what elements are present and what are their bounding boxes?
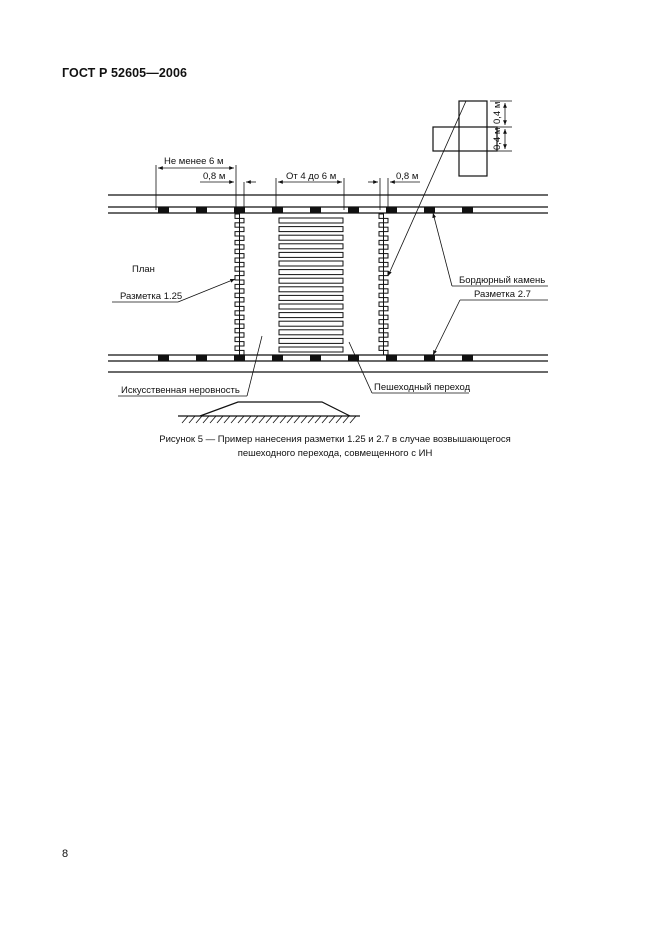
crossing-stripe <box>279 270 343 275</box>
checker-square <box>379 223 384 227</box>
checker-square <box>240 271 245 275</box>
hatch-line <box>238 416 244 423</box>
checker-square <box>235 302 240 306</box>
crossing-stripe <box>279 244 343 249</box>
checker-square <box>240 315 245 319</box>
crossing-stripe <box>279 330 343 335</box>
crossing-stripe <box>279 313 343 318</box>
checker-square <box>240 342 245 346</box>
checker-square <box>240 218 245 222</box>
checker-square <box>384 324 389 328</box>
hatch-line <box>245 416 251 423</box>
checker-square <box>240 324 245 328</box>
checker-square <box>235 232 240 236</box>
checker-square <box>384 289 389 293</box>
crossing-stripe <box>279 261 343 266</box>
curb-dash <box>234 356 245 362</box>
hatch-line <box>182 416 188 423</box>
label-width-08-left: 0,8 м <box>203 171 226 182</box>
checker-square <box>240 254 245 258</box>
hatch-line <box>294 416 300 423</box>
checker-square <box>235 337 240 341</box>
checker-square <box>240 245 245 249</box>
checker-square <box>379 249 384 253</box>
curb-dash <box>196 208 207 214</box>
checker-square <box>384 227 389 231</box>
checker-square <box>384 236 389 240</box>
checker-square <box>379 346 384 350</box>
hatch-line <box>224 416 230 423</box>
page-number: 8 <box>62 848 69 860</box>
pedestrian-crossing-stripes <box>279 218 343 352</box>
checker-square <box>235 214 240 218</box>
figure-caption <box>100 433 570 461</box>
checker-square <box>384 280 389 284</box>
curb-dash <box>272 356 283 362</box>
checker-square <box>240 236 245 240</box>
crossing-stripe <box>279 252 343 257</box>
curb-dash <box>424 208 435 214</box>
crossing-stripe <box>279 287 343 292</box>
document-header: ГОСТ Р 52605—2006 <box>62 66 188 80</box>
checker-square <box>379 302 384 306</box>
label-dim-04-top: 0,4 м <box>492 101 503 124</box>
checker-square <box>379 284 384 288</box>
caption-line-2: пешеходного перехода, совмещенного с ИН <box>237 448 433 459</box>
checker-square <box>379 328 384 332</box>
checker-square <box>235 258 240 262</box>
hatch-line <box>273 416 279 423</box>
ground-hatching <box>182 416 356 423</box>
hatch-line <box>196 416 202 423</box>
checker-square <box>379 337 384 341</box>
hatch-line <box>301 416 307 423</box>
crossing-stripe <box>279 235 343 240</box>
checker-square <box>240 298 245 302</box>
label-marking-2-7: Разметка 2.7 <box>474 289 531 300</box>
checker-square <box>240 350 245 354</box>
crossing-stripe <box>279 347 343 352</box>
label-marking-1-25: Разметка 1.25 <box>120 291 183 302</box>
checker-square <box>379 214 384 218</box>
checker-square <box>235 311 240 315</box>
checker-square <box>379 240 384 244</box>
curb-dash <box>196 356 207 362</box>
caption-line-1: Рисунок 5 — Пример нанесения разметки 1.25 и 2.7 в случае возвышающегося <box>159 434 511 445</box>
crossing-stripe <box>279 295 343 300</box>
curb-dash <box>272 208 283 214</box>
curb-dash <box>310 208 321 214</box>
checker-square <box>235 249 240 253</box>
checker-square <box>240 262 245 266</box>
curb-dash <box>462 208 473 214</box>
checker-square <box>235 240 240 244</box>
checker-square <box>384 350 389 354</box>
label-curb-stone: Бордюрный камень <box>459 275 546 286</box>
checker-square <box>235 320 240 324</box>
label-width-08-right: 0,8 м <box>396 171 419 182</box>
hatch-line <box>217 416 223 423</box>
checker-square <box>379 258 384 262</box>
checker-square <box>240 333 245 337</box>
hatch-line <box>210 416 216 423</box>
checker-square <box>384 254 389 258</box>
label-pedestrian-crossing: Пешеходный переход <box>374 382 471 393</box>
hatch-line <box>343 416 349 423</box>
curb-dash <box>158 356 169 362</box>
curb-dash <box>158 208 169 214</box>
bump-profile <box>178 402 360 416</box>
crossing-stripe <box>279 227 343 232</box>
checker-square <box>240 289 245 293</box>
checker-square <box>384 333 389 337</box>
hatch-line <box>308 416 314 423</box>
hatch-line <box>189 416 195 423</box>
hatch-line <box>287 416 293 423</box>
hatch-line <box>252 416 258 423</box>
label-plan: План <box>132 264 155 275</box>
curb-dash <box>462 356 473 362</box>
checker-detail-cross <box>433 101 497 176</box>
hatch-line <box>266 416 272 423</box>
checker-square <box>235 276 240 280</box>
crossing-stripe <box>279 321 343 326</box>
curb-dash <box>386 356 397 362</box>
hatch-line <box>350 416 356 423</box>
crossing-stripe <box>279 338 343 343</box>
hatch-line <box>329 416 335 423</box>
label-min-6m: Не менее 6 м <box>164 156 224 167</box>
hatch-line <box>259 416 265 423</box>
crossing-stripe <box>279 278 343 283</box>
checker-square <box>379 320 384 324</box>
checker-square <box>379 276 384 280</box>
label-artificial-bump: Искусственная неровность <box>121 385 240 396</box>
checker-square <box>384 245 389 249</box>
checker-square <box>384 306 389 310</box>
checker-square <box>235 284 240 288</box>
checker-square <box>379 293 384 297</box>
checker-square <box>379 232 384 236</box>
hatch-line <box>280 416 286 423</box>
checker-square <box>235 346 240 350</box>
marking-1-25-left <box>235 214 244 355</box>
checker-square <box>384 342 389 346</box>
checker-square <box>384 218 389 222</box>
checker-square <box>384 271 389 275</box>
checker-square <box>240 227 245 231</box>
checker-square <box>240 280 245 284</box>
hatch-line <box>336 416 342 423</box>
checker-square <box>240 306 245 310</box>
checker-square <box>384 315 389 319</box>
label-from-4-to-6m: От 4 до 6 м <box>286 171 337 182</box>
checker-square <box>235 293 240 297</box>
label-dim-04-bottom: 0,4 м <box>492 127 503 150</box>
checker-square <box>379 267 384 271</box>
checker-square <box>235 223 240 227</box>
curb-dash <box>348 208 359 214</box>
checker-square <box>384 262 389 266</box>
checker-square <box>235 328 240 332</box>
hatch-line <box>322 416 328 423</box>
checker-square <box>384 298 389 302</box>
hatch-line <box>203 416 209 423</box>
marking-1-25-right <box>379 214 388 355</box>
curb-dash <box>424 356 435 362</box>
checker-square <box>379 311 384 315</box>
crossing-stripe <box>279 304 343 309</box>
crossing-stripe <box>279 218 343 223</box>
hatch-line <box>315 416 321 423</box>
checker-square <box>235 267 240 271</box>
hatch-line <box>231 416 237 423</box>
curb-dash <box>310 356 321 362</box>
